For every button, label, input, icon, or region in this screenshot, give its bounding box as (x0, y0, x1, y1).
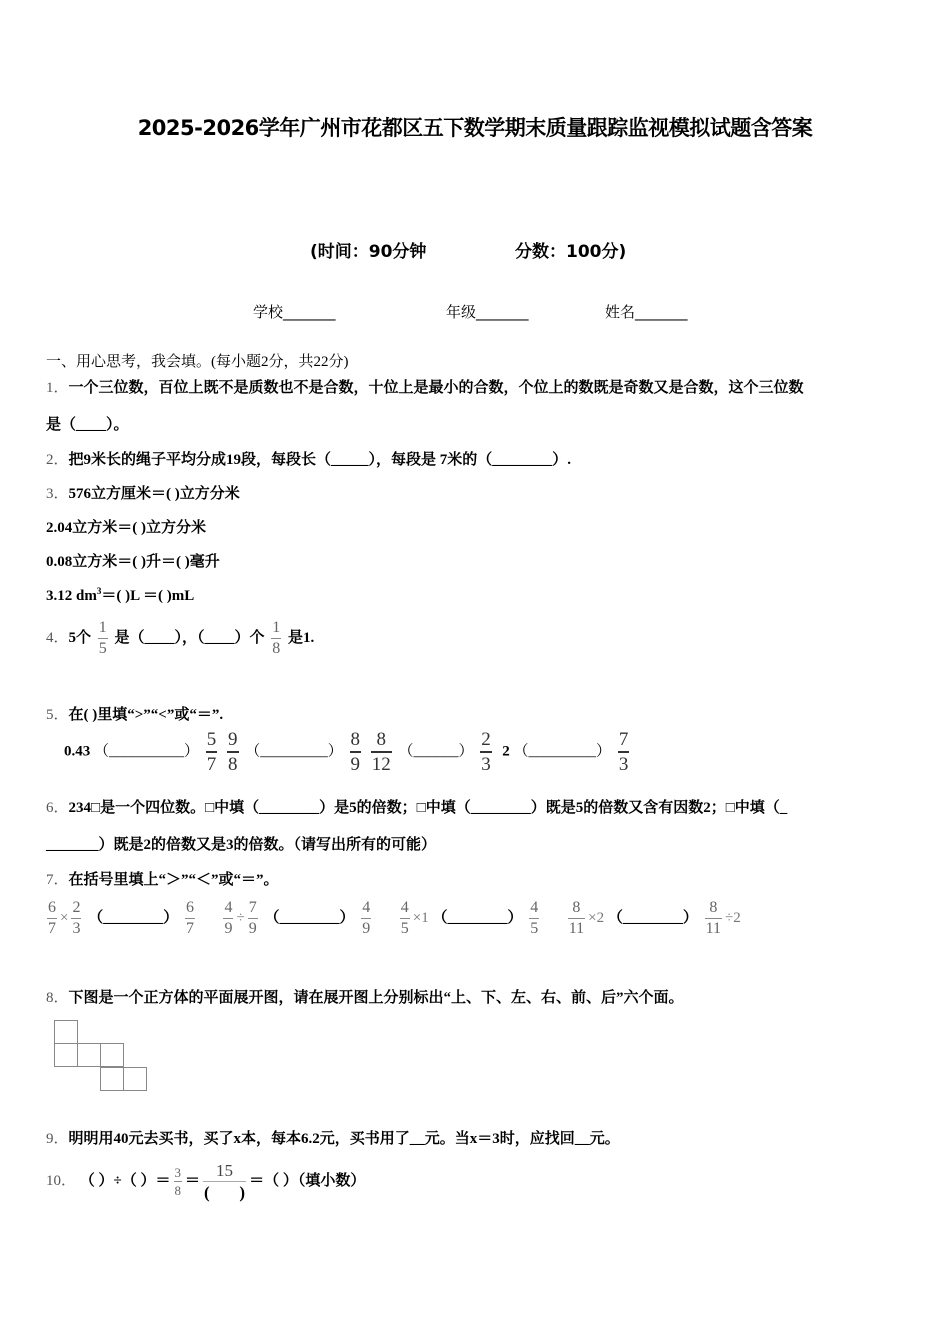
question-text: 明明用40元去买书，买了x本，每本6.2元，买书用了__元。当x＝3时，应找回__元。 (68, 1131, 620, 1147)
question-10 (46, 1162, 365, 1201)
fraction: $\frac{15}{( )}$ (204, 1161, 246, 1202)
question-number: 3． (46, 486, 69, 502)
fraction: $\frac{8}{11}$ (568, 899, 585, 937)
question-number: 5． (46, 707, 69, 723)
question-text: （ ）÷（ ）＝ (79, 1172, 171, 1189)
fraction: $\frac{2}{3}$ (481, 729, 491, 775)
question-6 (46, 796, 787, 817)
question-7-items (44, 900, 741, 937)
fraction: $\frac{7}{3}$ (618, 729, 629, 775)
equals: ＝ (185, 1172, 201, 1189)
cube-face[interactable] (100, 1067, 124, 1091)
question-text: 5个 (68, 629, 92, 646)
fraction: $\frac{7}{9}$ (248, 899, 257, 937)
question-number: 6． (46, 800, 69, 816)
operator: ×2 (588, 909, 605, 926)
fraction: $\frac{4}{9}$ (224, 899, 233, 937)
answer-blank[interactable]: （__________） (94, 743, 200, 760)
exam-score: 分数：100分) (515, 242, 627, 262)
page-title: 2025-2026学年广州市花都区五下数学期末质量跟踪监视模拟试题含答案 (137, 116, 813, 140)
question-3-line3: 0.08立方米＝( )升＝( )毫升 (46, 554, 220, 570)
fraction: $\frac{1}{5}$ (98, 619, 107, 657)
answer-blank[interactable]: （________） (432, 909, 523, 926)
operator: ×1 (412, 909, 429, 926)
question-text: 是1. (288, 629, 315, 646)
question-5-items (64, 730, 632, 774)
answer-blank[interactable]: （________） (607, 909, 698, 926)
superscript: 3 (96, 586, 102, 596)
question-5 (46, 703, 223, 724)
fraction: $\frac{9}{8}$ (228, 729, 238, 775)
answer-blank[interactable]: （_________） (245, 743, 343, 760)
question-number: 10． (46, 1172, 77, 1189)
question-3-line4 (46, 584, 194, 605)
answer-blank[interactable]: （_________） (513, 743, 612, 760)
question-text: 576立方厘米＝( )立方分米 (68, 486, 240, 502)
cube-face[interactable] (54, 1020, 78, 1044)
exam-time: (时间：90分钟 (310, 242, 427, 262)
section-heading: 一、用心思考，我会填。(每小题2分，共22分) (46, 354, 349, 370)
question-number: 2． (46, 452, 69, 468)
cube-face[interactable] (123, 1067, 147, 1091)
cube-face[interactable] (100, 1043, 124, 1067)
question-text: 一个三位数，百位上既不是质数也不是合数，十位上是最小的合数，个位上的数既是奇数又是合数，这个三位数 (68, 380, 804, 396)
fraction: $\frac{1}{8}$ (272, 619, 281, 657)
question-text: 下图是一个正方体的平面展开图，请在展开图上分别标出“上、下、左、右、前、后”六个面。 (68, 990, 684, 1006)
question-number: 4． (46, 629, 69, 646)
operator: × (60, 909, 69, 926)
fraction: $\frac{5}{7}$ (206, 729, 217, 775)
fraction: $\frac{8}{11}$ (705, 899, 722, 937)
question-4 (46, 620, 314, 657)
question-text: 把9米长的绳子平均分成19段，每段长（_____），每段是 7米的（________）. (68, 452, 572, 468)
answer-blank[interactable]: （________） (88, 909, 179, 926)
question-text: 是（____），（____）个 (114, 629, 265, 646)
question-number: 8． (46, 990, 69, 1006)
operator: ÷2 (725, 909, 741, 926)
question-text: 234□是一个四位数。□中填（________）是5的倍数；□中填（________）既是5的倍数又含有因数2；□中填（_ (68, 800, 788, 816)
question-number: 9． (46, 1131, 69, 1147)
fraction: $\frac{6}{7}$ (185, 899, 194, 937)
question-number: 1． (46, 380, 69, 396)
question-7 (46, 868, 279, 889)
question-text: ＝（ ）（填小数） (249, 1172, 366, 1189)
question-2 (46, 448, 571, 469)
fraction: $\frac{4}{5}$ (400, 899, 409, 937)
question-6-cont: _______）既是2的倍数又是3的倍数。（请写出所有的可能） (46, 837, 437, 853)
school-field[interactable]: 学校_______ (253, 303, 336, 321)
question-text: 在括号里填上“＞”“＜”或“＝”。 (68, 872, 279, 888)
operator: ÷ (236, 909, 245, 926)
fraction: $\frac{4}{9}$ (362, 899, 371, 937)
value: 2 (502, 743, 510, 760)
question-3 (46, 482, 240, 503)
question-8 (46, 986, 684, 1007)
question-text: 在( )里填“>”“<”或“＝”. (68, 707, 224, 723)
cube-net-diagram (53, 1020, 153, 1095)
question-9 (46, 1127, 620, 1148)
value: 0.43 (64, 743, 91, 760)
cube-face[interactable] (54, 1043, 78, 1067)
answer-blank[interactable]: （______） (398, 743, 474, 760)
fraction: $\frac{3}{8}$ (174, 1165, 181, 1198)
answer-blank[interactable]: ( ) (204, 1183, 246, 1202)
expr-text: 3.12 dm (46, 588, 97, 604)
question-3-line2: 2.04立方米＝( )立方分米 (46, 520, 206, 536)
grade-field[interactable]: 年级_______ (446, 303, 529, 321)
cube-face[interactable] (77, 1043, 101, 1067)
fraction: $\frac{2}{3}$ (72, 899, 81, 937)
fraction: $\frac{8}{9}$ (350, 729, 361, 775)
name-field[interactable]: 姓名_______ (605, 303, 688, 321)
fraction: $\frac{8}{12}$ (371, 729, 391, 775)
fraction: $\frac{6}{7}$ (48, 899, 56, 937)
answer-blank[interactable]: （________） (264, 909, 355, 926)
fraction: $\frac{4}{5}$ (530, 899, 539, 937)
expr-text: ＝( )L ＝( )mL (101, 588, 195, 604)
question-1 (46, 376, 804, 397)
question-1-cont: 是（____）。 (46, 417, 129, 433)
question-number: 7． (46, 872, 69, 888)
